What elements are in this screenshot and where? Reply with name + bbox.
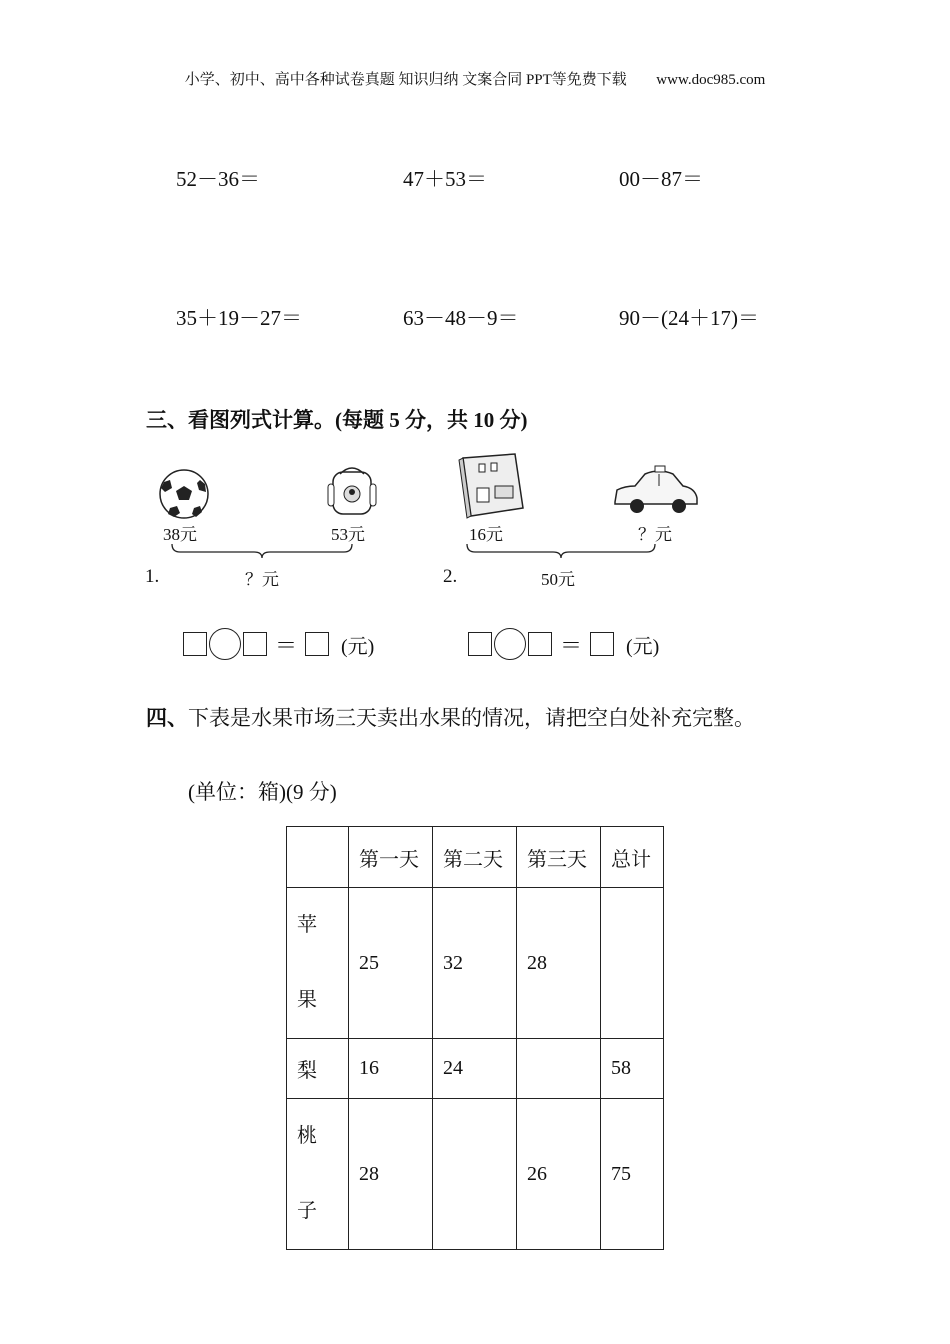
equals-sign: ＝ [560, 632, 583, 658]
problem1-total: ？元 [245, 570, 279, 589]
header-cell [287, 827, 349, 888]
soccer-ball-icon [160, 470, 208, 518]
table-row [287, 1039, 664, 1099]
backpack-icon [328, 468, 376, 514]
table-row [287, 1099, 664, 1250]
calc-4: 35＋19－27＝ [176, 306, 302, 330]
answer-box[interactable] [468, 632, 492, 656]
table-cell: 32 [433, 888, 517, 1039]
calc-6: 90－(24＋17)＝ [619, 306, 759, 330]
table-cell: 75 [601, 1099, 664, 1250]
table-cell: 28 [349, 1099, 433, 1250]
table-cell: 26 [517, 1099, 601, 1250]
header-url[interactable]: www.doc985.com [656, 72, 766, 88]
row-name-bottom: 果 [297, 989, 317, 1011]
calc-5: 63－48－9＝ [403, 306, 519, 330]
row-name [287, 1099, 349, 1250]
header-cell: 第二天 [433, 827, 517, 888]
section4-title-text: 下表是水果市场三天卖出水果的情况，请把空白处补充完整。 [188, 706, 755, 730]
answer-box[interactable] [243, 632, 267, 656]
calc-2: 47＋53＝ [403, 167, 487, 191]
row-name-top: 苹 [297, 914, 317, 936]
section4-prefix: 四、 [146, 706, 188, 730]
section4-title [146, 702, 755, 732]
problem2-number: 2. [443, 566, 458, 587]
unit-label: (元) [626, 635, 660, 658]
answer-box[interactable] [528, 632, 552, 656]
pencil-case-icon [459, 454, 523, 518]
header-cell: 第一天 [349, 827, 433, 888]
table-header-row [287, 827, 664, 888]
table-cell: 24 [433, 1039, 517, 1099]
unit-note: (单位：箱)(9 分) [188, 780, 337, 804]
section3-title: 三、看图列式计算。(每题 5 分，共 10 分) [146, 408, 528, 432]
row-name-top: 桃 [297, 1125, 317, 1147]
answer-box[interactable] [305, 632, 329, 656]
problem1-answer [183, 628, 374, 660]
header-text: 小学、初中、高中各种试卷真题 知识归纳 文案合同 PPT等免费下载 [184, 72, 627, 88]
header-cell: 第三天 [517, 827, 601, 888]
calc-1: 52－36＝ [176, 167, 260, 191]
operator-circle[interactable] [494, 628, 526, 660]
problem2-answer [468, 628, 659, 660]
answer-box[interactable] [590, 632, 614, 656]
page-header [0, 68, 950, 89]
answer-box[interactable] [183, 632, 207, 656]
row-name-bottom: 子 [297, 1200, 317, 1222]
problem1-illustration [150, 462, 400, 562]
table-cell: 28 [517, 888, 601, 1039]
table-cell: 25 [349, 888, 433, 1039]
problem2-total: 50元 [541, 570, 575, 589]
table-cell-blank[interactable] [601, 888, 664, 1039]
problem2-left-price: 16元 [469, 525, 503, 544]
fruit-sales-table [286, 826, 664, 1250]
operator-circle[interactable] [209, 628, 241, 660]
table-cell-blank[interactable] [517, 1039, 601, 1099]
problem1-left-price: 38元 [163, 525, 197, 544]
header-cell: 总计 [601, 827, 664, 888]
equals-sign: ＝ [275, 632, 298, 658]
row-name: 梨 [287, 1039, 349, 1099]
problem2-illustration [455, 452, 705, 562]
toy-car-icon [615, 466, 697, 513]
calc-3: 00－87＝ [619, 167, 703, 191]
unit-label: (元) [341, 635, 375, 658]
table-cell: 58 [601, 1039, 664, 1099]
problem2-right-price: ？元 [638, 525, 672, 544]
table-cell: 16 [349, 1039, 433, 1099]
table-row [287, 888, 664, 1039]
problem1-right-price: 53元 [331, 525, 365, 544]
table-cell-blank[interactable] [433, 1099, 517, 1250]
row-name [287, 888, 349, 1039]
problem1-number: 1. [145, 566, 160, 587]
